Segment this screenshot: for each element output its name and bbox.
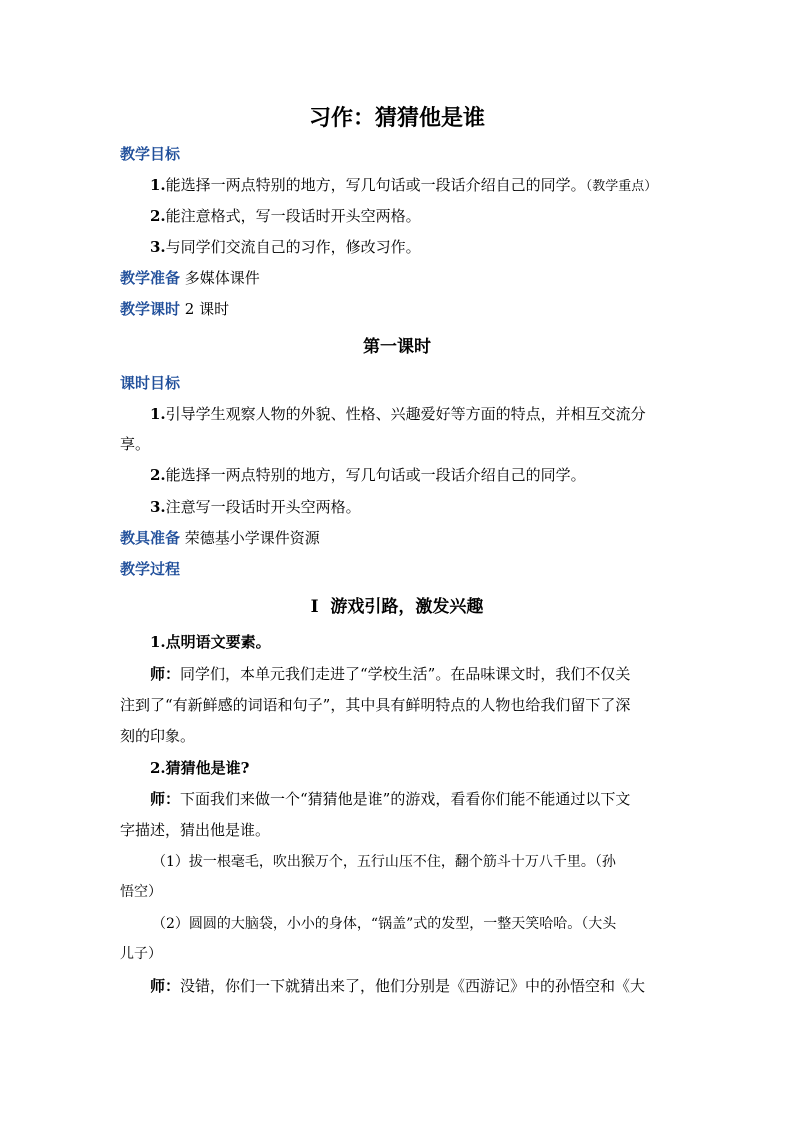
goal-2-text: 能注意格式，写一段话时开头空两格。 — [165, 207, 421, 225]
lesson-goal-2-text: 能选择一两点特别的地方，写几句话或一段话介绍自己的同学。 — [165, 466, 586, 484]
example-2-line-1: （2）圆圆的大脑袋，小小的身体，“锅盖”式的发型，一整天笑哈哈。（大头 — [152, 916, 617, 932]
step-1-heading: 1.点明语文要素。 — [150, 633, 271, 651]
teaching-prep — [120, 268, 680, 288]
teacher-3-line-1 — [150, 976, 680, 996]
example-1-line-1: （1）拔一根毫毛，吹出猴万个，五行山压不住，翻个筋斗十万八千里。（孙 — [152, 854, 616, 870]
teacher-3-text: 没错，你们一下就猜出来了，他们分别是《西游记》中的孙悟空和《大 — [180, 977, 646, 995]
page-title: 习作：猜猜他是谁 — [308, 105, 485, 131]
lesson-goal-1-line-2: 享。 — [120, 435, 151, 453]
section-1-title-text: 游戏引路，激发兴趣 — [330, 597, 484, 617]
goal-2-number: 2. — [150, 207, 166, 225]
example-1-line-2: 悟空） — [120, 884, 162, 900]
lesson-tools — [120, 528, 680, 548]
lesson-goal-2-number: 2. — [150, 466, 166, 484]
section-1-roman: Ⅰ — [310, 597, 319, 617]
teaching-process-heading: 教学过程 — [120, 560, 181, 578]
goal-3-number: 3. — [150, 238, 166, 256]
lesson-goal-2 — [150, 465, 680, 485]
teacher-1-line-2: 注到了“有新鲜感的词语和句子”，其中具有鲜明特点的人物也给我们留下了深 — [120, 696, 631, 714]
goal-item-1 — [150, 175, 680, 197]
teaching-hours — [120, 299, 680, 319]
teacher-1-line-1 — [150, 664, 680, 684]
goal-3-text: 与同学们交流自己的习作，修改习作。 — [165, 238, 421, 256]
lesson-goal-3-text: 注意写一段话时开头空两格。 — [165, 498, 361, 516]
lesson-tools-heading: 教具准备 — [120, 529, 181, 547]
teacher-2-label: 师： — [150, 790, 181, 808]
goal-item-2 — [150, 206, 680, 226]
teaching-prep-heading: 教学准备 — [120, 269, 181, 287]
teacher-2-line-2: 字描述，猜出他是谁。 — [120, 821, 271, 839]
teacher-1-label: 师： — [150, 665, 181, 683]
teaching-prep-value: 多媒体课件 — [184, 269, 260, 287]
teacher-1-line-3: 刻的印象。 — [120, 727, 196, 745]
teacher-2-text: 下面我们来做一个“猜猜他是谁”的游戏，看看你们能不能通过以下文 — [180, 790, 631, 808]
lesson-goal-1-line-1 — [150, 404, 680, 424]
example-2-line-2: 儿子） — [120, 946, 162, 962]
teaching-hours-value: 2 课时 — [184, 300, 230, 318]
lesson-goal-1-text: 引导学生观察人物的外貌、性格、兴趣爱好等方面的特点，并相互交流分 — [165, 405, 646, 423]
goal-1-text: 能选择一两点特别的地方，写几句话或一段话介绍自己的同学。 — [165, 176, 586, 194]
teaching-goals-heading: 教学目标 — [120, 145, 181, 163]
lesson-goal-3-number: 3. — [150, 498, 166, 516]
lesson-tools-value: 荣德基小学课件资源 — [184, 529, 320, 547]
teaching-hours-heading: 教学课时 — [120, 300, 181, 318]
lesson-goal-1-number: 1. — [150, 405, 166, 423]
lesson-goals-heading: 课时目标 — [120, 374, 181, 392]
teacher-2-line-1 — [150, 789, 680, 809]
step-2-heading: 2.猜猜他是谁? — [150, 759, 250, 777]
lesson-goal-3 — [150, 497, 680, 517]
teacher-3-label: 师： — [150, 977, 181, 995]
goal-item-3 — [150, 237, 680, 257]
section-1-title — [0, 596, 794, 618]
goal-1-number: 1. — [150, 176, 166, 194]
teacher-1-text: 同学们，本单元我们走进了“学校生活”。在品味课文时，我们不仅关 — [180, 665, 631, 683]
lesson-1-title: 第一课时 — [363, 337, 431, 357]
goal-1-note: （教学重点） — [585, 179, 658, 194]
